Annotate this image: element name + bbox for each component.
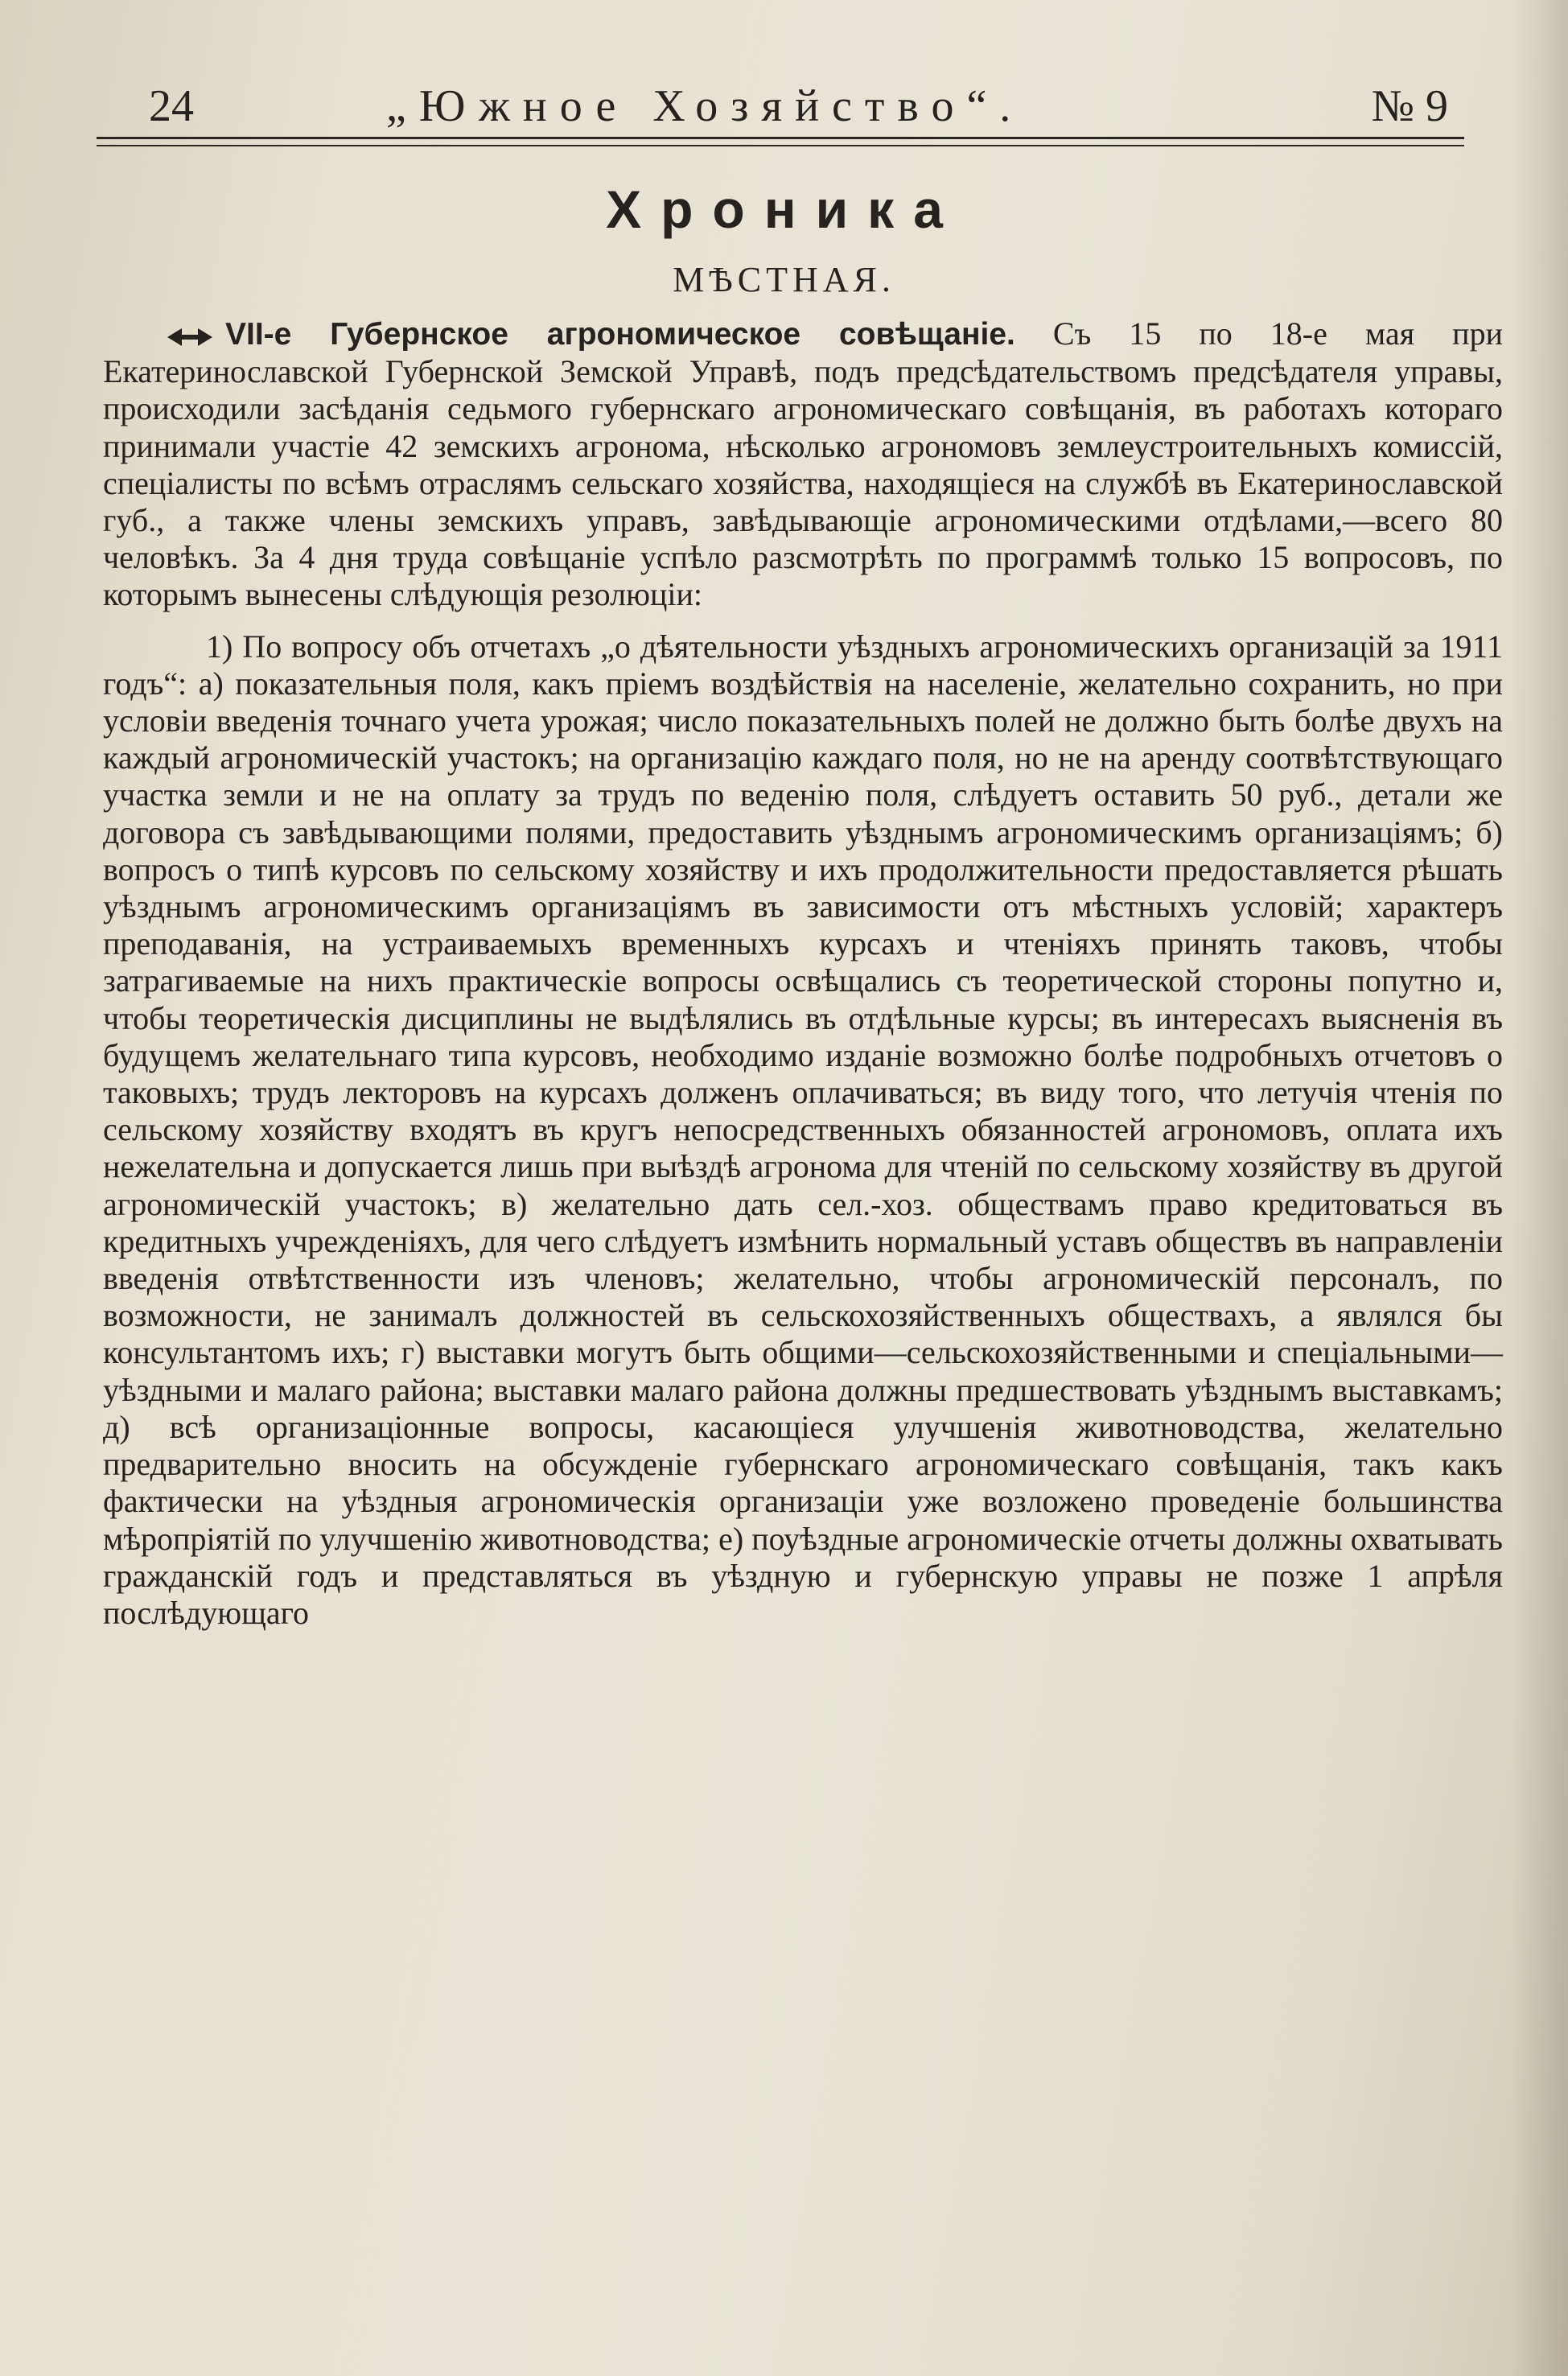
resolution-item — [103, 628, 1503, 1632]
intro-paragraph — [103, 315, 1503, 614]
article-body — [103, 315, 1503, 1632]
page-edge-shadow — [1512, 0, 1568, 2376]
journal-title: „Южное Хозяйство“. — [386, 81, 1024, 131]
item-number: 1) — [206, 628, 233, 665]
section-title: Хроника — [606, 179, 962, 239]
section-subtitle: МѢСТНАЯ. — [673, 260, 895, 299]
issue-number: № 9 — [1371, 81, 1448, 131]
diamond-arrow-icon — [167, 315, 225, 352]
running-header — [97, 74, 1448, 138]
header-rule-thin — [97, 145, 1464, 146]
article-headline: VII-е Губернское агрономическое совѣщаніе. — [225, 317, 1015, 352]
item-text: По вопросу объ отчетахъ „о дѣятельности уѣздныхъ агрономическихъ организацій за 1911 годъ“: а) показательныя поля, какъ пріемъ воздѣйствія на населеніе, желательно сохранить, но при условіи введенія точнаго учета урожая; число показательныхъ полей не должно быть болѣе двухъ на каждый агрономическій участокъ; на организацію каждаго поля, но не на аренду соотвѣтствующаго участка земли и не на оплату за трудъ по веденію поля, слѣдуетъ оставить 50 руб., детали же договора съ завѣдывающими полями, предоставить уѣзднымъ агрономическимъ организаціямъ; б) вопросъ о типѣ курсовъ по сельскому хозяйству и ихъ продолжительности предоставляется рѣшать уѣзднымъ агрономическимъ организаціямъ въ зависимости отъ мѣстныхъ условій; характеръ преподаванія, на устраиваемыхъ временныхъ курсахъ и чтеніяхъ принять таковъ, чтобы затрагиваемые на нихъ практическіе вопросы освѣщались съ теоретической стороны попутно и, чтобы теоретическія дисциплины не выдѣлялись въ отдѣльные курсы; въ интересахъ выясненія въ будущемъ желательнаго типа курсовъ, необходимо изданіе возможно болѣе подробныхъ отчетовъ о таковыхъ; трудъ лекторовъ на курсахъ долженъ оплачиваться; въ виду того, что летучія чтенія по сельскому хозяйству входятъ въ кругъ непосредственныхъ обязанностей агрономовъ, оплата ихъ нежелательна и допускается лишь при выѣздѣ агронома для чтеній по сельскому хозяйству въ другой агрономическій участокъ; в) желательно дать сел.-хоз. обществамъ право кредитоваться въ кредитныхъ учрежденіяхъ, для чего слѣдуетъ измѣнить нормальный уставъ обществъ въ направленіи введенія отвѣтственности изъ членовъ; желательно, чтобы агрономическій персоналъ, по возможности, не занималъ должностей въ сельскохозяйственныхъ обществахъ, а являлся бы консультантомъ ихъ; г) выставки могутъ быть общими—сельскохозяйственными и спеціальными—уѣздными и малаго района; выставки малаго района должны предшествовать уѣзднымъ выставкамъ; д) всѣ организаціонные вопросы, касающіеся улучшенія животноводства, желательно предварительно вносить на обсужденіе губернскаго агрономическаго совѣщанія, такъ какъ фактически на уѣздныя агрономическія организаціи уже возложено проведеніе большинства мѣропріятій по улучшенію животноводства; е) поуѣздные агрономическіе отчеты должны охватывать гражданскій годъ и представляться въ уѣздную и губернскую управы не позже 1 апрѣля послѣдующаго — [103, 628, 1503, 1631]
header-rule-thick — [97, 137, 1464, 139]
page-number: 24 — [149, 81, 194, 131]
intro-text: Съ 15 по 18-е мая при Екатеринославской Губернской Земской Управѣ, подъ предсѣдательствомъ предсѣдателя управы, происходили засѣданія седьмого губернскаго агрономическаго совѣщанія, въ работахъ котораго принимали участіе 42 земскихъ агронома, нѣсколько агрономовъ землеустроительныхъ комиссій, спеціалисты по всѣмъ отраслямъ сельскаго хозяйства, находящіеся на службѣ въ Екатеринославской губ., а также члены земскихъ управъ, завѣдывающіе агрономическими отдѣлами,—всего 80 человѣкъ. За 4 дня труда совѣщаніе успѣло разсмотрѣть по программѣ только 15 вопросовъ, по которымъ вынесены слѣдующія резолюціи: — [103, 315, 1503, 613]
